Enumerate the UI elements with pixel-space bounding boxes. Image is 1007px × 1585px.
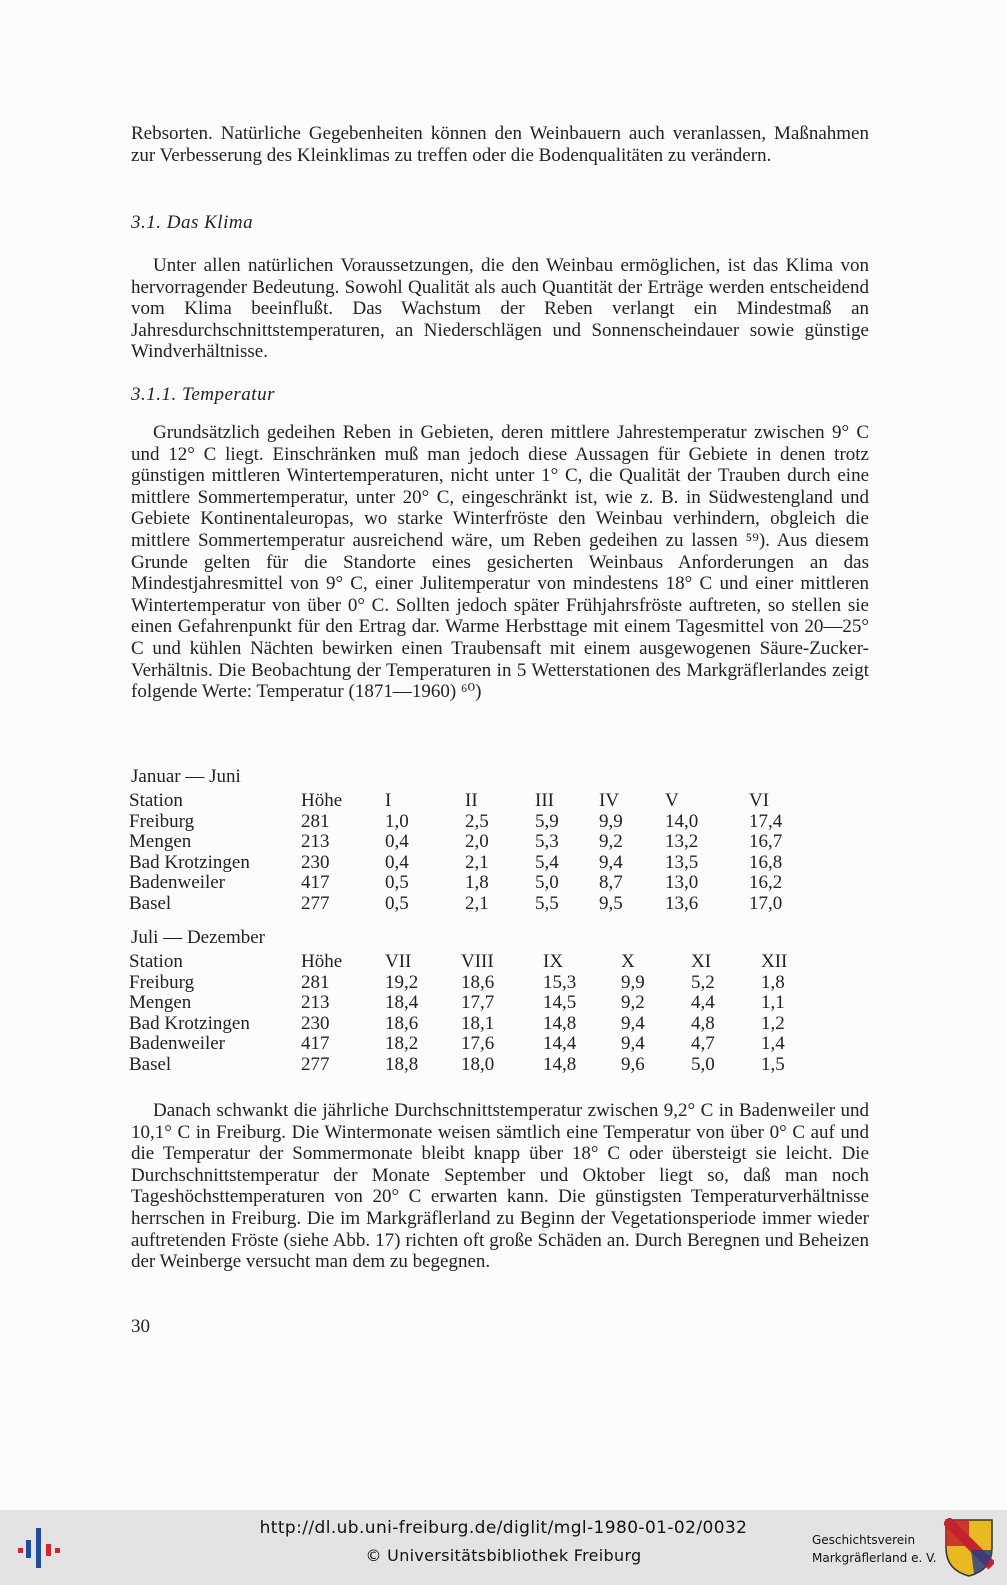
table-cell: 281 bbox=[301, 971, 330, 993]
table-header-cell: Höhe bbox=[301, 790, 343, 811]
coat-of-arms-icon bbox=[944, 1518, 994, 1578]
table-row bbox=[129, 1034, 787, 1055]
table-header-row bbox=[129, 791, 782, 812]
table-cell: 5,5 bbox=[535, 892, 559, 914]
table-cell: Freiburg bbox=[129, 810, 195, 832]
table-cell: 277 bbox=[301, 892, 330, 914]
table-row bbox=[129, 812, 782, 833]
table-cell: 9,4 bbox=[621, 1033, 645, 1054]
table-header-cell: XII bbox=[761, 951, 788, 972]
table-cell: 2,1 bbox=[465, 851, 489, 873]
table-row bbox=[129, 873, 782, 894]
table-cell: 18,1 bbox=[461, 1012, 495, 1034]
table-cell: 417 bbox=[301, 872, 330, 893]
table-header-cell: Station bbox=[129, 951, 183, 972]
table-cell: 2,5 bbox=[465, 810, 489, 832]
table-cell: 18,4 bbox=[385, 992, 419, 1013]
paragraph-temperatur-body: Grundsätzlich gedeihen Reben in Gebieten, deren mittlere Jahrestemperatur zwischen 9° C und 12° C liegt. Einschränken muß man jedoch diese Aussagen für Gebiete in denen trotz günstigen mittleren Wintertemperaturen, nicht unter 1° C, die Qualität der Trauben durch eine mittlere Sommertemperatur, unter 20° C, eingeschränkt ist, wie z. B. in Südwestengland und Gebiete Kontinentaleuropas, wo starke Winterfröste den Weinbau verhindern, obgleich die mittlere Sommertemperatur ausreichend wäre, um Reben gedeihen zu lassen ⁵⁹). Aus diesem Grunde gelten für die Standorte eines gesicherten Weinbaus Anforderungen an das Mindestjahresmittel von 9° C, einer Julitemperatur von mindestens 18° C und einer mittleren Wintertemperatur von über 0° C. Sollten jedoch später Frühjahrsfröste auftreten, so stellen sie einen Gefahrenpunkt für den Ertrag dar. Warme Herbsttage mit einem Tagesmittel von 20—25° C und kühlen Nächten bewirken einen Traubensaft mit einem ausgewogenen Säure-Zucker-Verhältnis. Die Beobachtung der Temperaturen in 5 Wetterstationen des Markgräflerlandes zeigt folgende Werte: bbox=[131, 422, 869, 703]
table-cell: 9,2 bbox=[599, 831, 623, 852]
table-cell: 1,0 bbox=[385, 810, 409, 832]
table-cell: 1,8 bbox=[465, 872, 489, 893]
table-header-cell: XI bbox=[691, 951, 712, 972]
table-header-cell: VI bbox=[749, 790, 770, 811]
table-cell: 9,5 bbox=[599, 892, 623, 914]
table-cell: 18,8 bbox=[385, 1053, 419, 1075]
table-cell: 213 bbox=[301, 831, 330, 852]
table-header-cell: IX bbox=[543, 951, 564, 972]
table-cell: 9,9 bbox=[621, 971, 645, 993]
copyright-text: © Universitätsbibliothek Freiburg bbox=[365, 1546, 642, 1565]
source-url-link[interactable]: http://dl.ub.uni-freiburg.de/diglit/mgl-1980-01-02/0032 bbox=[259, 1518, 748, 1538]
table-cell: Bad Krotzingen bbox=[129, 851, 250, 873]
temperature-table-jul-dez bbox=[129, 952, 787, 1075]
table-cell: Mengen bbox=[129, 992, 192, 1013]
table-cell: 5,3 bbox=[535, 831, 559, 852]
table-cell: 15,3 bbox=[543, 971, 577, 993]
table-cell: 1,8 bbox=[761, 971, 785, 993]
table-header-cell: II bbox=[465, 790, 478, 811]
table-cell: 230 bbox=[301, 1012, 330, 1034]
table-cell: 2,1 bbox=[465, 892, 489, 914]
table-header-cell: Höhe bbox=[301, 951, 343, 972]
table-cell: 9,4 bbox=[599, 851, 623, 873]
table-cell: 5,2 bbox=[691, 971, 715, 993]
table-cell: 19,2 bbox=[385, 971, 419, 993]
table-cell: 18,0 bbox=[461, 1053, 495, 1075]
table-cell: 1,2 bbox=[761, 1012, 785, 1034]
table-cell: 17,6 bbox=[461, 1033, 495, 1054]
section-heading-temperatur: 3.1.1. Temperatur bbox=[131, 384, 275, 405]
table-cell: 4,7 bbox=[691, 1033, 715, 1054]
table-header-cell: III bbox=[535, 790, 554, 811]
table-cell: Badenweiler bbox=[129, 872, 226, 893]
table-cell: 14,8 bbox=[543, 1053, 577, 1075]
table-row bbox=[129, 1014, 787, 1035]
paragraph-temperatur bbox=[131, 422, 869, 703]
table-cell: 18,6 bbox=[461, 971, 495, 993]
table-cell: 230 bbox=[301, 851, 330, 873]
table-cell: 16,7 bbox=[749, 831, 783, 852]
table-header-cell: VIII bbox=[461, 951, 494, 972]
table-header-cell: Station bbox=[129, 790, 183, 811]
table-cell: 17,4 bbox=[749, 810, 783, 832]
table-cell: Badenweiler bbox=[129, 1033, 226, 1054]
society-name bbox=[812, 1531, 937, 1567]
table-header-cell: X bbox=[621, 951, 635, 972]
table-cell: 281 bbox=[301, 810, 330, 832]
table-row bbox=[129, 832, 782, 853]
table-cell: 5,9 bbox=[535, 810, 559, 832]
table-cell: 14,5 bbox=[543, 992, 577, 1013]
table-cell: 14,0 bbox=[665, 810, 699, 832]
table-cell: 213 bbox=[301, 992, 330, 1013]
table-cell: 17,0 bbox=[749, 892, 783, 914]
table-cell: 2,0 bbox=[465, 831, 489, 852]
table-row bbox=[129, 973, 787, 994]
table-cell: 9,6 bbox=[621, 1053, 645, 1075]
paragraph-intro: Rebsorten. Natürliche Gegebenheiten können den Weinbauern auch veranlassen, Maßnahmen zur Verbesserung des Kleinklimas zu treffen oder die Bodenqualitäten zu verändern. bbox=[131, 123, 869, 166]
temperature-table-jan-jun bbox=[129, 791, 782, 914]
table-header-cell: IV bbox=[599, 790, 620, 811]
table-row bbox=[129, 993, 787, 1014]
footer-bar bbox=[0, 1510, 1007, 1585]
table-cell: 17,7 bbox=[461, 992, 495, 1013]
table-cell: 9,2 bbox=[621, 992, 645, 1013]
table-cell: 0,5 bbox=[385, 892, 409, 914]
table-row bbox=[129, 894, 782, 915]
table-title-jul-dez: Juli — Dezember bbox=[131, 927, 266, 948]
table-cell: 5,0 bbox=[535, 872, 559, 893]
section-heading-klima: 3.1. Das Klima bbox=[131, 212, 254, 233]
table-cell: Basel bbox=[129, 892, 172, 914]
table-header-cell: VII bbox=[385, 951, 412, 972]
table-cell: 0,4 bbox=[385, 851, 409, 873]
table-cell: 9,4 bbox=[621, 1012, 645, 1034]
paragraph-temperatur-caption: Temperatur (1871—1960) ⁶⁰) bbox=[256, 681, 482, 703]
society-line-1: Geschichtsverein bbox=[812, 1533, 916, 1547]
table-cell: 0,5 bbox=[385, 872, 409, 893]
table-title-jan-jun: Januar — Juni bbox=[131, 766, 241, 787]
table-cell: Bad Krotzingen bbox=[129, 1012, 250, 1034]
table-cell: 1,4 bbox=[761, 1033, 785, 1054]
table-cell: Mengen bbox=[129, 831, 192, 852]
table-cell: 13,2 bbox=[665, 831, 699, 852]
paragraph-danach: Danach schwankt die jährliche Durchschnittstemperatur zwischen 9,2° C in Badenweiler und 10,1° C in Freiburg. Die Wintermonate weisen sämtlich eine Temperatur von über 0° C auf und die Temperatur der Sommermonate bleibt knapp über 18° C oder übersteigt sie leicht. Die Durchschnittstemperatur der Monate September und Oktober liegt so, daß man noch Tageshöchsttemperaturen von 20° C erwarten kann. Die günstigsten Temperaturverhältnisse herrschen in Freiburg. Die im Markgräflerland zu Beginn der Vegetationsperiode immer wieder auftretenden Fröste (siehe Abb. 17) richten oft große Schäden an. Durch Beregnen und Beheizen der Weinberge versucht man dem zu begegnen. bbox=[131, 1100, 869, 1273]
table-cell: 13,6 bbox=[665, 892, 699, 914]
society-line-2: Markgräflerland e. V. bbox=[812, 1551, 937, 1565]
table-row bbox=[129, 1055, 787, 1076]
table-cell: 417 bbox=[301, 1033, 330, 1054]
table-cell: 18,6 bbox=[385, 1012, 419, 1034]
table-cell: 18,2 bbox=[385, 1033, 419, 1054]
table-header-cell: V bbox=[665, 790, 679, 811]
table-cell: 4,8 bbox=[691, 1012, 715, 1034]
table-cell: 9,9 bbox=[599, 810, 623, 832]
table-cell: 5,4 bbox=[535, 851, 559, 873]
table-cell: 13,0 bbox=[665, 872, 699, 893]
table-cell: 14,8 bbox=[543, 1012, 577, 1034]
table-cell: 4,4 bbox=[691, 992, 715, 1013]
table-cell: 16,2 bbox=[749, 872, 783, 893]
table-cell: 14,4 bbox=[543, 1033, 577, 1054]
table-row bbox=[129, 853, 782, 874]
table-cell: 1,1 bbox=[761, 992, 785, 1013]
table-cell: 13,5 bbox=[665, 851, 699, 873]
paragraph-klima: Unter allen natürlichen Voraussetzungen, die den Weinbau ermöglichen, ist das Klima von hervorragender Bedeutung. Sowohl Qualität als auch Quantität der Erträge werden entscheidend vom Klima beeinflußt. Das Wachstum der Reben verlangt ein Mindestmaß an Jahresdurchschnittstemperaturen, an Niederschlägen und Sonnenscheindauer sowie günstige Windverhältnisse. bbox=[131, 255, 869, 363]
table-cell: 277 bbox=[301, 1053, 330, 1075]
table-cell: Basel bbox=[129, 1053, 172, 1075]
table-cell: 8,7 bbox=[599, 872, 623, 893]
table-cell: 16,8 bbox=[749, 851, 783, 873]
table-cell: Freiburg bbox=[129, 971, 195, 993]
table-cell: 5,0 bbox=[691, 1053, 715, 1075]
table-cell: 1,5 bbox=[761, 1053, 785, 1075]
table-cell: 0,4 bbox=[385, 831, 409, 852]
table-header-row bbox=[129, 952, 787, 973]
table-header-cell: I bbox=[385, 790, 392, 811]
page-number: 30 bbox=[131, 1316, 150, 1337]
